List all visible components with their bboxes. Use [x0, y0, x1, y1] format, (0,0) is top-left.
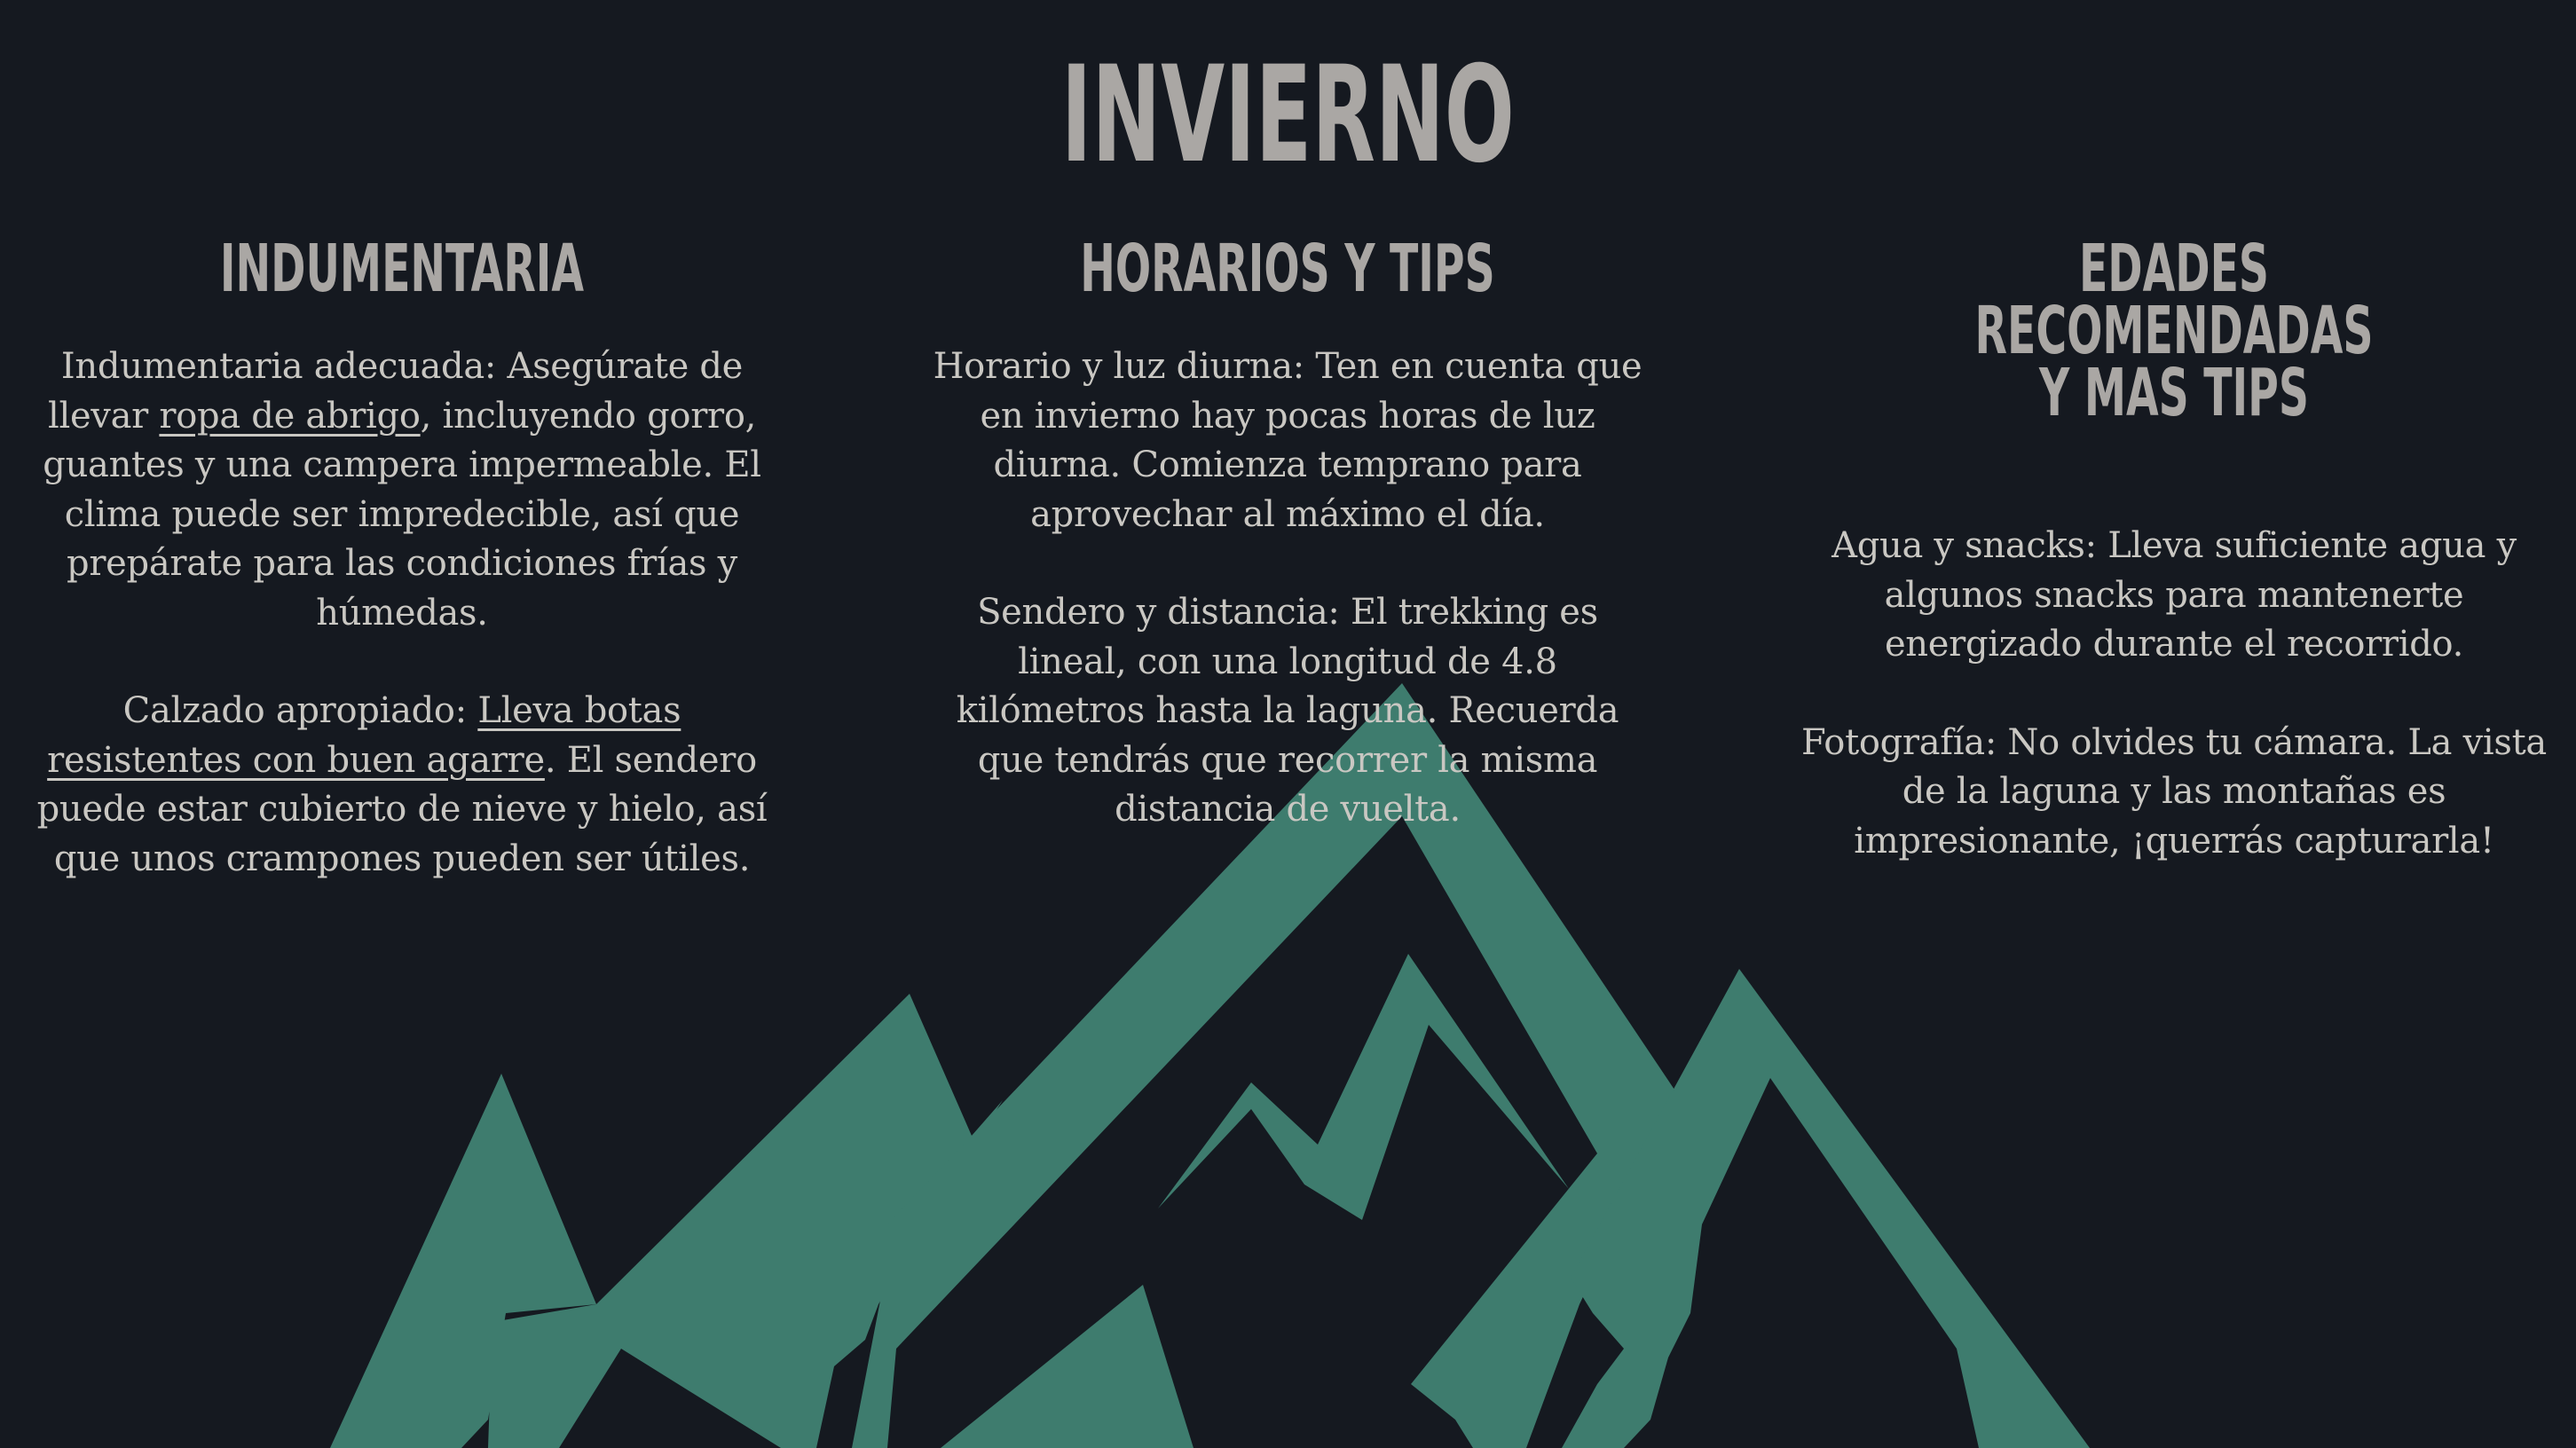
page-title: INVIERNO [1060, 38, 1515, 193]
paragraph-text: Sendero y distancia: El trekking es lineal, con una longitud de 4.8 kilómetros hasta la laguna. Recuerda que tendrás que recorrer la misma distancia de vuelta. [956, 592, 1619, 830]
column-heading: HORARIOS Y TIPS [1080, 231, 1495, 307]
underlined-text: ropa de abrigo [159, 395, 421, 437]
column-paragraph [1801, 522, 2547, 670]
paragraph-text: . El sendero puede estar cubierto de nieve y hielo, así que unos crampones pueden ser útiles. [36, 739, 768, 879]
paragraph-text: , incluyendo gorro, guantes y una campera impermeable. El clima puede ser impredecible, así que prepárate para las condiciones frías y húmedas. [43, 395, 761, 634]
paragraph-text: Fotografía: No olvides tu cámara. La vista de la laguna y las montañas es impresionante, ¡querrás capturarla! [1801, 721, 2547, 862]
column-heading: INDUMENTARIA [219, 231, 585, 307]
column-paragraph [35, 687, 768, 884]
column-horarios-y-tips [923, 231, 1652, 835]
column-paragraph [923, 588, 1652, 835]
underlined-text: Lleva botas resistentes con buen agarre [47, 690, 681, 781]
column-edades-recomendadas [1801, 231, 2547, 866]
mountain-lower-chunk [941, 1285, 1193, 1448]
column-indumentaria [35, 231, 768, 884]
column-paragraph [1801, 719, 2547, 867]
paragraph-text: Calzado apropiado: [122, 690, 478, 731]
column-paragraph [923, 342, 1652, 539]
paragraph-text: Indumentaria adecuada: Asegúrate de llevar [47, 346, 744, 437]
column-heading: EDADES RECOMENDADAS Y MAS TIPS [1974, 231, 2374, 431]
paragraph-text: Horario y luz diurna: Ten en cuenta que en invierno hay pocas horas de luz diurna. Comienza temprano para aprovechar al máximo el día. [933, 346, 1642, 535]
column-paragraph [35, 342, 768, 638]
paragraph-text: Agua y snacks: Lleva suficiente agua y algunos snacks para mantenerte energizado durante el recorrido. [1832, 525, 2517, 665]
